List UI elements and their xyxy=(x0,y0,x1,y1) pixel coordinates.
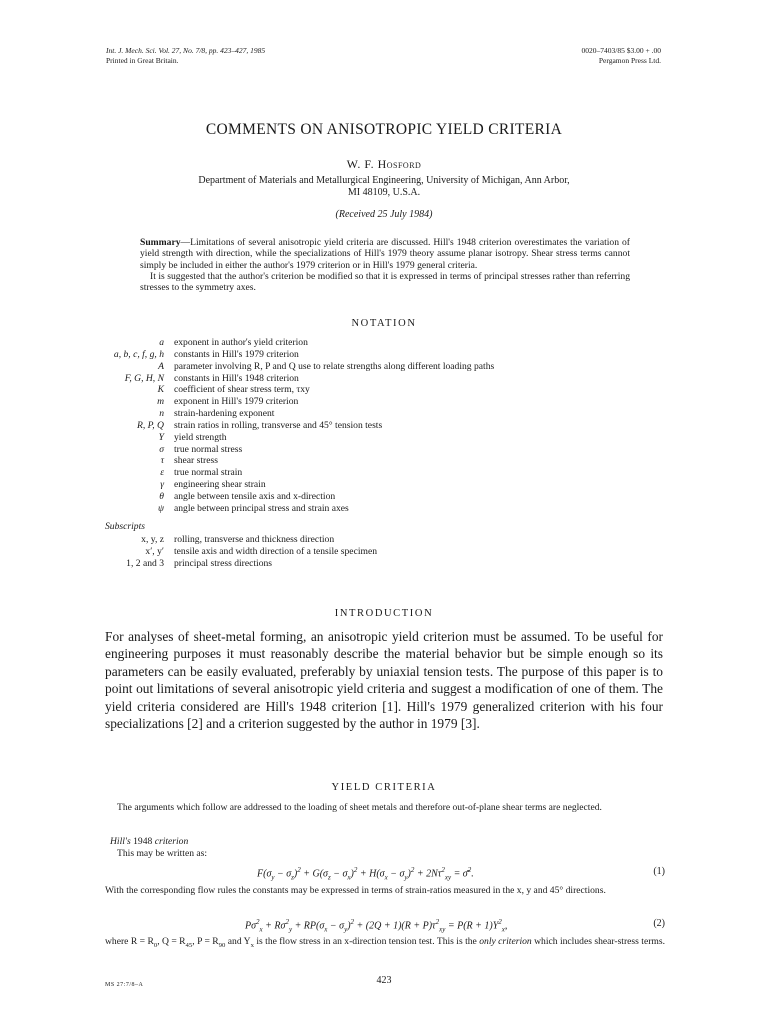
symbol: τ xyxy=(160,455,164,467)
where-text-4: and Y xyxy=(225,936,251,947)
notation-row xyxy=(100,503,494,515)
notation-heading: NOTATION xyxy=(351,318,417,329)
symbol-description: exponent in author's yield criterion xyxy=(174,337,308,348)
symbol: m xyxy=(157,396,164,408)
summary-text-2: It is suggested that the author's criterion be modified so that it is expressed in terms of principal stresses rather than referring stresses to the symmetry axes. xyxy=(140,270,630,294)
printed-line: Printed in Great Britain. xyxy=(106,56,179,65)
symbol-description: parameter involving R, P and Q use to relate strengths along different loading paths xyxy=(174,360,495,372)
where-sub-1: 0 xyxy=(153,941,158,949)
notation-list xyxy=(100,337,494,515)
summary-label: Summary xyxy=(140,237,181,248)
symbol-description: angle between principal stress and strain axes xyxy=(174,502,349,514)
subscript-row xyxy=(100,546,377,558)
introduction-text xyxy=(105,628,663,732)
notation-row xyxy=(100,455,494,467)
symbol: 1, 2 and 3 xyxy=(126,557,164,569)
symbol-description: strain-hardening exponent xyxy=(174,408,275,420)
affiliation-line-2: MI 48109, U.S.A. xyxy=(347,187,421,198)
symbol: x′, y′ xyxy=(145,545,164,557)
symbol-description: coefficient of shear stress term, τxy xyxy=(174,384,310,396)
notation-row xyxy=(100,491,494,503)
hill-label-word: criterion xyxy=(154,836,189,847)
symbol: θ xyxy=(159,490,164,502)
summary-block xyxy=(140,237,630,293)
issn-code: 0020–7403/85 $3.00 + .00 xyxy=(581,46,661,55)
symbol: K xyxy=(157,384,164,396)
symbol-description: tensile axis and width direction of a tensile specimen xyxy=(174,545,378,557)
where-text-1: where R = R xyxy=(105,936,154,947)
notation-row xyxy=(100,373,494,385)
footer-code: MS 27:7/8–A xyxy=(105,982,144,988)
where-text-3: , P = R xyxy=(192,936,219,947)
hill-paragraph: This may be written as: xyxy=(117,848,208,859)
symbol: σ xyxy=(159,443,164,455)
subscript-row xyxy=(100,534,377,546)
hill-label-name: Hill's xyxy=(110,836,131,847)
page-number: 423 xyxy=(376,975,392,986)
symbol-description: principal stress directions xyxy=(174,557,273,569)
symbol-description: true normal stress xyxy=(174,443,243,455)
where-text-7: which includes shear-stress terms. xyxy=(531,936,666,947)
affiliation xyxy=(0,175,768,199)
notation-row xyxy=(100,384,494,396)
introduction-paragraph: For analyses of sheet-metal forming, an anisotropic yield criterion must be assumed. To be useful for engineering purposes it must reasonably describe the material behavior but be simple enough so its parameters can be easily evaluated, preferably by uniaxial tension tests. The purpose of this paper is to point out limitations of several anisotropic yield criteria and suggest a modification of one of them. The yield criteria considered are Hill's 1948 criterion [1]. Hill's 1979 generalized criterion with his four specializations [2] and a criterion suggested by the author in 1979 [3]. xyxy=(105,629,663,732)
symbol: Y xyxy=(158,431,164,443)
flow-paragraph: With the corresponding flow rules the constants may be expressed in terms of strain-ratios measured in the x, y and 45° directions. xyxy=(105,885,606,896)
yield-paragraph: The arguments which follow are addressed to the loading of sheet metals and therefore out-of-plane shear terms are neglected. xyxy=(117,802,602,813)
notation-row xyxy=(100,361,494,373)
equation-1-expression: $F(\sigma_y - \sigma_z)^2 + G(\sigma_z - \sigma_x)^2 + H(\sigma_x - \sigma_y)^2 + 2N\tau^2_{xy}$ = σ̄$^2$. xyxy=(257,866,474,882)
where-text-6: only criterion xyxy=(479,936,532,947)
notation-row xyxy=(100,349,494,361)
where-text-5: is the flow stress in an x-direction tension test. This is the xyxy=(253,936,480,947)
where-sub-3: 90 xyxy=(218,941,226,949)
symbol-description: engineering shear strain xyxy=(174,479,266,491)
journal-header xyxy=(106,46,265,66)
subscripts-label: Subscripts xyxy=(105,521,145,532)
symbol-description: shear stress xyxy=(174,455,218,467)
notation-row xyxy=(100,467,494,479)
symbol-description: yield strength xyxy=(174,431,227,443)
subscripts-list xyxy=(100,534,377,570)
symbol: R, P, Q xyxy=(136,419,164,431)
introduction-heading: INTRODUCTION xyxy=(334,608,434,619)
summary-text: —Limitations of several anisotropic yield criteria are discussed. Hill's 1948 criterion overestimates the variation of yield strength with direction, while the specializations of Hill's 1979 theory assume planar isotropy. Shear stress terms cannot simply be included in either the author's 1979 criterion or in Hill's 1979 general criteria. xyxy=(140,237,630,271)
symbol: A xyxy=(158,360,164,372)
notation-row xyxy=(100,408,494,420)
notation-row xyxy=(100,479,494,491)
symbol: ε xyxy=(160,467,164,479)
yield-criteria-heading: YIELD CRITERIA xyxy=(331,782,437,793)
symbol-description: strain ratios in rolling, transverse and 45° tension tests xyxy=(174,419,383,431)
symbol-description: angle between tensile axis and x-direction xyxy=(174,490,336,502)
received-date: (Received 25 July 1984) xyxy=(335,209,433,220)
symbol: F, G, H, N xyxy=(124,372,164,384)
notation-row xyxy=(100,444,494,456)
notation-row xyxy=(100,337,494,349)
symbol-description: exponent in Hill's 1979 criterion xyxy=(174,396,299,408)
where-sub-2: 45 xyxy=(185,941,193,949)
symbol: a, b, c, f, g, h xyxy=(113,348,164,360)
symbol-description: rolling, transverse and thickness direction xyxy=(174,534,335,545)
equation-1-number: (1) xyxy=(653,866,665,877)
paper-title: COMMENTS ON ANISOTROPIC YIELD CRITERIA xyxy=(205,121,563,138)
hill-label-year: 1948 xyxy=(130,836,155,847)
equation-2-number: (2) xyxy=(653,918,665,929)
symbol-description: true normal strain xyxy=(174,467,243,479)
symbol: a xyxy=(159,337,164,348)
symbol: ψ xyxy=(158,502,164,514)
author-name: W. F. Hosford xyxy=(346,157,422,171)
where-sub-4: x xyxy=(250,941,254,949)
symbol-description: constants in Hill's 1979 criterion xyxy=(174,348,299,360)
symbol: n xyxy=(159,408,164,420)
where-paragraph xyxy=(105,936,665,951)
publisher-header xyxy=(582,46,661,66)
where-text-2: , Q = R xyxy=(157,936,186,947)
notation-row xyxy=(100,420,494,432)
notation-row xyxy=(100,396,494,408)
notation-row xyxy=(100,432,494,444)
equation-2-expression: $P\sigma^2_x + R\sigma^2_y + RP(\sigma_x - \sigma_y)^2 + (2Q + 1)(R + P)\tau^2_{xy} = P(R + 1)Y^2_x$, xyxy=(245,918,508,934)
journal-citation: Int. J. Mech. Sci. Vol. 27, No. 7/8, pp. 423–427, 1985 xyxy=(106,46,266,55)
publisher-name: Pergamon Press Ltd. xyxy=(598,56,661,65)
symbol: x, y, z xyxy=(141,534,164,545)
hill-subheading xyxy=(110,836,670,848)
symbol: γ xyxy=(160,479,164,491)
symbol-description: constants in Hill's 1948 criterion xyxy=(174,372,299,384)
subscript-row xyxy=(100,558,377,570)
affiliation-line-1: Department of Materials and Metallurgical Engineering, University of Michigan, Ann Arbor, xyxy=(198,175,570,186)
